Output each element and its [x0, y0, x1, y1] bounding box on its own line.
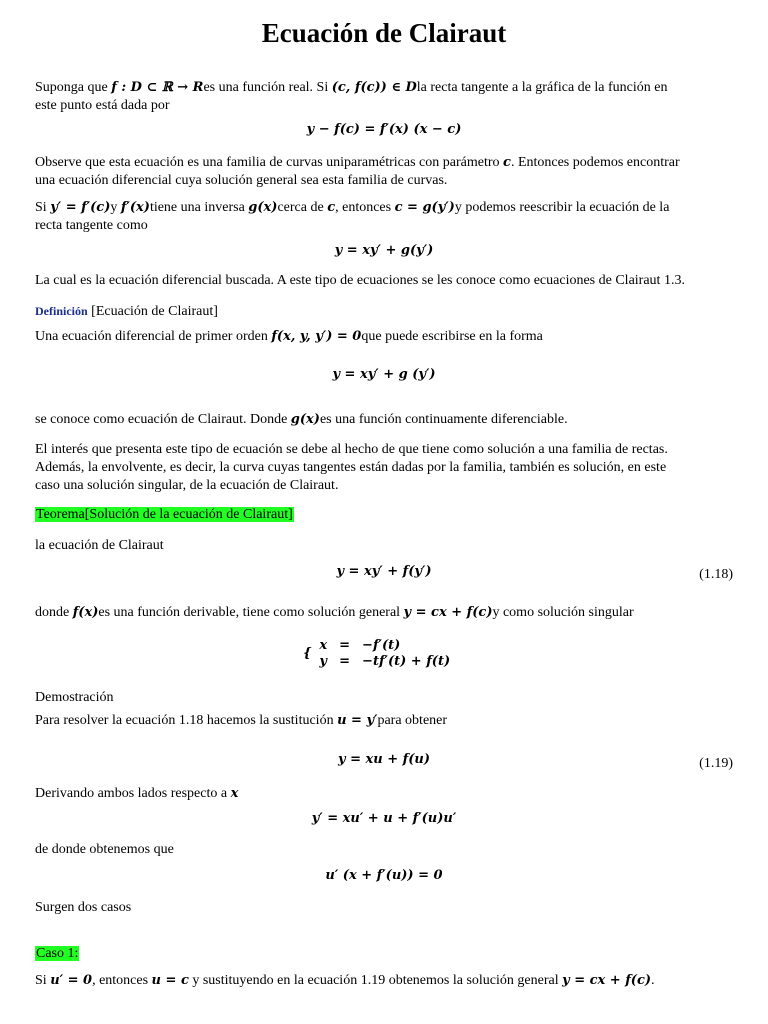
- case-1-highlight: Caso 1:: [36, 946, 79, 961]
- definition-paragraph: Una ecuación diferencial de primer orden f(x, y, y′) = 0que puede escribirse en la forma: [35, 329, 543, 344]
- equation-1-18: y = xy′ + f(y′): [336, 564, 432, 579]
- equation-derivative: y′ = xu′ + u + f′(u)u′: [311, 811, 457, 826]
- definition-heading: Definición [Ecuación de Clairaut]: [35, 304, 218, 319]
- intro-paragraph: Suponga que f : D ⊂ ℝ → Res una función real. Si (c, f(c)) ∈ Dla recta tangente a la gráfica de la función en este punto está dada por: [35, 80, 668, 113]
- paragraph-obtain: de donde obtenemos que: [35, 842, 174, 857]
- equation-clairaut-form: y = xy′ + g (y′): [332, 367, 436, 382]
- math-function-domain: f : D ⊂ ℝ → R: [111, 80, 204, 95]
- paragraph-solutions: donde f(x)es una función derivable, tiene como solución general y = cx + f(c)y como solución singular: [35, 605, 634, 620]
- paragraph-derivative: Derivando ambos lados respecto a x: [35, 786, 239, 801]
- paragraph-known-as: se conoce como ecuación de Clairaut. Donde g(x)es una función continuamente diferenciable.: [35, 412, 568, 427]
- equation-clairaut-g: y = xy′ + g(y′): [334, 243, 434, 258]
- equation-1-19: y = xu + f(u): [338, 752, 430, 767]
- paragraph-conclusion: La cual es la ecuación diferencial buscada. A este tipo de ecuaciones se les conoce como ecuaciones de Clairaut 1.3.: [35, 273, 685, 288]
- page-title: Ecuación de Clairaut: [261, 18, 507, 48]
- equation-number-1-18: (1.18): [699, 567, 733, 582]
- theorem-heading: [35, 506, 294, 524]
- singular-solution-system: { x = −f′(t) y = −tf′(t) + f(t): [303, 638, 451, 669]
- math-point-in-domain: (c, f(c)) ∈ D: [331, 80, 417, 95]
- paragraph-substitution: Para resolver la ecuación 1.18 hacemos la sustitución u = y′para obtener: [35, 713, 448, 728]
- proof-heading: Demostración: [35, 690, 114, 705]
- equation-number-1-19: (1.19): [699, 756, 733, 771]
- paragraph-two-cases: Surgen dos casos: [35, 900, 132, 915]
- paragraph-case-1: Si u′ = 0, entonces u = c y sustituyendo en la ecuación 1.19 obtenemos la solución general y = cx + f(c).: [35, 973, 655, 988]
- definition-label: Definición: [35, 304, 88, 318]
- paragraph-interest: El interés que presenta este tipo de ecuación se debe al hecho de que tiene como solución a una familia de rectas. Además, la envolvente, es decir, la curva cuyas tangentes están dadas por la familia, también es solución, en este caso una solución singular, de la ecuación de Clairaut.: [35, 442, 668, 493]
- equation-tangent-line: y − f(c) = f′(x) (x − c): [306, 122, 462, 137]
- case-1-heading: [35, 945, 79, 963]
- left-brace: {: [303, 646, 312, 661]
- paragraph-family: Observe que esta ecuación es una familia de curvas uniparamétricas con parámetro c. Entonces podemos encontrar una ecuación diferencial cuya solución general sea esta familia de curvas.: [35, 155, 680, 188]
- math-c: c: [503, 155, 511, 170]
- equation-factored: u′ (x + f′(u)) = 0: [325, 868, 443, 883]
- theorem-highlight: Teorema[Solución de la ecuación de Clairaut]: [36, 507, 293, 522]
- paragraph-inverse: Si y′ = f′(c)y f′(x)tiene una inversa g(x)cerca de c, entonces c = g(y′)y podemos reescribir la ecuación de la recta tangente como: [35, 200, 670, 233]
- paragraph-theorem-intro: la ecuación de Clairaut: [35, 538, 164, 553]
